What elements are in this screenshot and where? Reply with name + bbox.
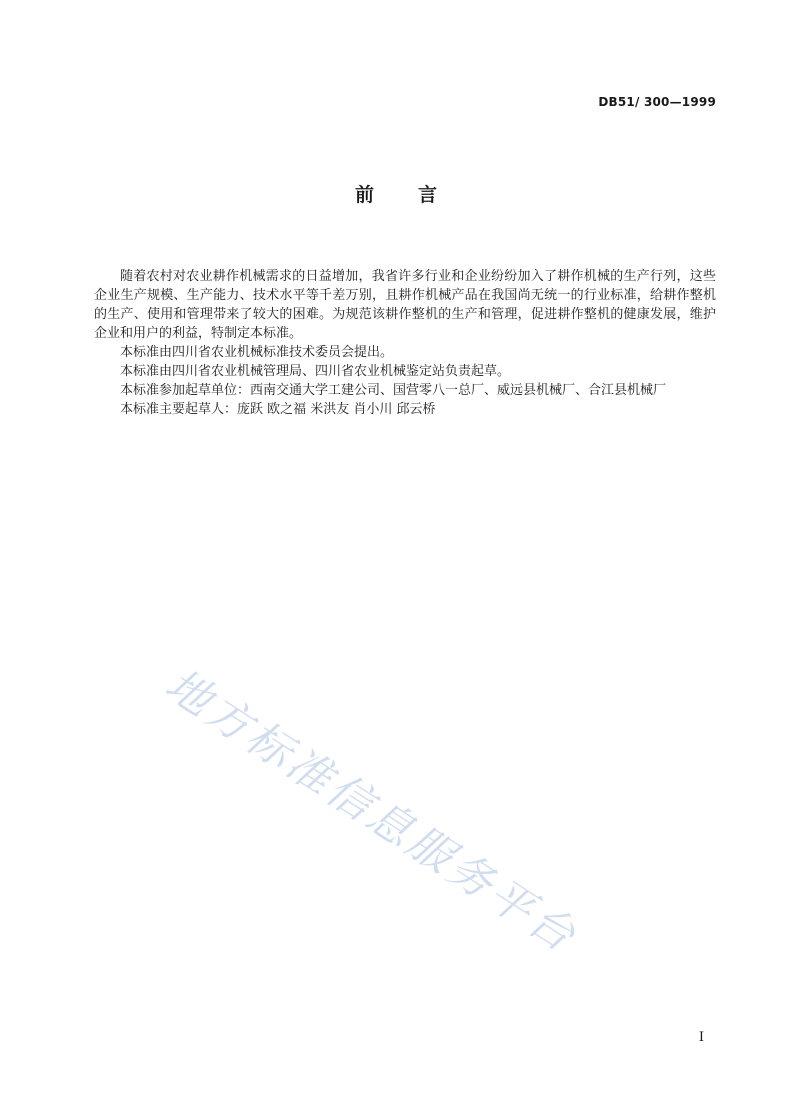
body-text [94, 267, 716, 419]
document-code: DB51/ 300—1999 [598, 95, 716, 109]
watermark: 地方标准信息服务平台 [156, 659, 587, 964]
paragraph-intro: 随着农村对农业耕作机械需求的日益增加，我省许多行业和企业纷纷加入了耕作机械的生产行列，这些企业生产规模、生产能力、技术水平等千差万别，且耕作机械产品在我国尚无统一的行业标准，给耕作整机的生产、使用和管理带来了较大的困难。为规范该耕作整机的生产和管理，促进耕作整机的健康发展，维护企业和用户的利益，特制定本标准。 [94, 269, 716, 341]
page-title [0, 180, 792, 207]
page-title-char-1: 前 [354, 184, 374, 206]
page-title-char-2: 言 [418, 184, 438, 206]
paragraph-drafter: 本标准由四川省农业机械管理局、四川省农业机械鉴定站负责起草。 [120, 364, 511, 379]
paragraph-participants: 本标准参加起草单位：西南交通大学工建公司、国营零八一总厂、威远县机械厂、合江县机械厂 [120, 383, 667, 398]
paragraph-authors: 本标准主要起草人：庞跃 欧之福 米洪友 肖小川 邱云桥 [120, 402, 436, 417]
paragraph-proposer: 本标准由四川省农业机械标准技术委员会提出。 [120, 345, 394, 360]
page-number: I [698, 1030, 704, 1045]
